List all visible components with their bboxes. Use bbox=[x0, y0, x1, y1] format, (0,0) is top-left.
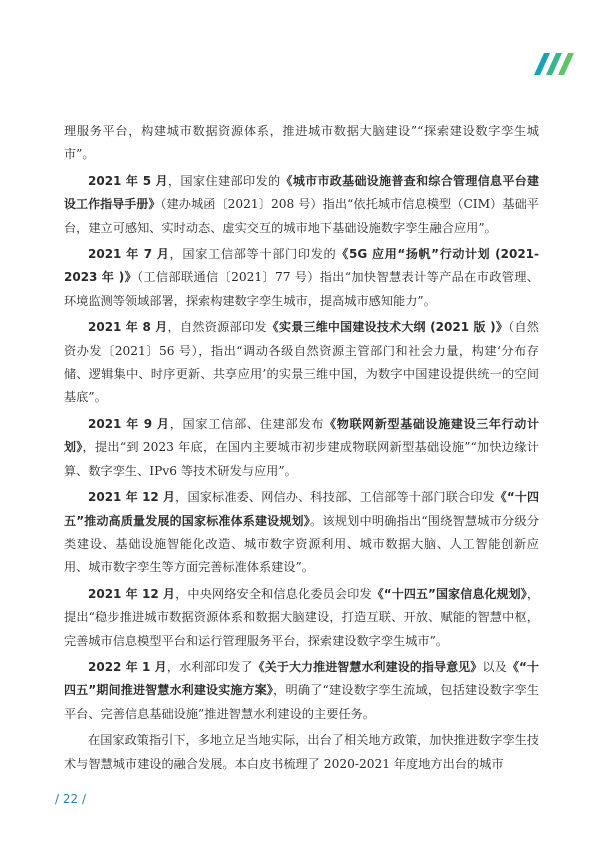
paragraph bbox=[64, 120, 539, 167]
bold-text: 2022 年 1 月 bbox=[88, 659, 167, 674]
bold-text: 《实景三维中国建设技术大纲 (2021 版 )》 bbox=[266, 320, 509, 335]
text: ，明确了“建设数字孪生流域，包括建设数字孪生平台、完善信息基础设施”推进智慧水利建设的主要任务。 bbox=[64, 683, 539, 721]
paragraph bbox=[64, 729, 539, 776]
paragraph bbox=[64, 656, 539, 726]
text: 理服务平台，构建城市数据资源体系，推进城市数据大脑建设”“探索建设数字孪生城市”。 bbox=[64, 124, 539, 162]
bold-text: 《物联网新型基础设施建设三年行动计划》 bbox=[64, 416, 539, 455]
bold-text: 《“十四五”国家信息化规划》 bbox=[371, 586, 527, 601]
decorative-stripes bbox=[530, 53, 600, 75]
bold-text: 2021 年 8 月 bbox=[88, 320, 168, 335]
text: ，自然资源部印发 bbox=[167, 320, 267, 335]
page-number: / 22 / bbox=[55, 792, 86, 806]
text: ，国家标准委、网信办、科技部、工信部等十部门联合印发 bbox=[175, 490, 495, 505]
bold-text: 《5G 应用“扬帆”行动计划 (2021-2023 年 )》 bbox=[64, 247, 539, 285]
text: ，提出“稳步推进城市数据资源体系和数据大脑建设，打造互联、开放、赋能的智慧中枢，完善城市信息模型平台和运行管理服务平台，探索建设数字孪生城市”。 bbox=[64, 586, 540, 648]
text: ，提出“到 2023 年底，在国内主要城市初步建成物联网新型基础设施”“加快边缘计算、数字孪生、IPv6 等技术研发与应用”。 bbox=[64, 440, 539, 478]
text: ，中央网络安全和信息化委员会印发 bbox=[175, 586, 372, 601]
document-body bbox=[64, 120, 539, 779]
text: （建办城函〔2021〕208 号）指出“依托城市信息模型（CIM）基础平台，建立可感知、实时动态、虚实交互的城市地下基础设施数字孪生融合应用”。 bbox=[64, 197, 539, 235]
text: ，国家工信部等十部门印发的 bbox=[169, 247, 337, 262]
bold-text: 2021 年 7 月 bbox=[88, 247, 170, 262]
bold-text: 2021 年 9 月 bbox=[88, 416, 170, 431]
bold-text: 《关于大力推进智慧水利建设的指导意见》 bbox=[252, 659, 483, 674]
text: ，国家住建部印发的 bbox=[167, 173, 281, 188]
paragraph bbox=[64, 583, 539, 653]
paragraph bbox=[64, 316, 539, 410]
text: 以及 bbox=[482, 659, 507, 674]
text: （工信部联通信〔2021〕77 号）指出“加快智慧表计等产品在市政管理、环境监测等领域部署，探索构建数字孪生城市，提高城市感知能力”。 bbox=[64, 270, 539, 308]
text: ，国家工信部、住建部发布 bbox=[169, 416, 325, 431]
paragraph bbox=[64, 170, 539, 240]
bold-text: 2021 年 12 月 bbox=[88, 490, 176, 505]
bold-text: 2021 年 5 月 bbox=[88, 173, 168, 188]
bold-text: 《“十四五”期间推进智慧水利建设实施方案》 bbox=[64, 659, 540, 698]
paragraph bbox=[64, 486, 539, 580]
bold-text: 《城市市政基础设施普查和综合管理信息平台建设工作指导手册》 bbox=[64, 173, 539, 212]
text: （自然资办发〔2021〕56 号），指出“调动各级自然资源主管部门和社会力量，构建‘分布存储、逻辑集中、时序更新、共享应用’的实景三维中国，为数字中国建设提供统一的空间基底”。 bbox=[64, 320, 539, 405]
bold-text: 2021 年 12 月 bbox=[88, 586, 176, 601]
paragraph bbox=[64, 243, 539, 313]
bold-text: 《“十四五”推动高质量发展的国家标准体系建设规划》 bbox=[64, 490, 540, 528]
text: 。该规划中明确指出“围绕智慧城市分级分类建设、基础设施智能化改造、城市数字资源利用、城市数据大脑、人工智能创新应用、城市数字孪生等方面完善标准体系建设”。 bbox=[64, 513, 540, 575]
text: 在国家政策指引下，多地立足当地实际，出台了相关地方政策，加快推进数字孪生技术与智慧城市建设的融合发展。本白皮书梳理了 2020-2021 年度地方出台的城市 bbox=[64, 733, 539, 771]
paragraph bbox=[64, 413, 539, 483]
text: ，水利部印发了 bbox=[166, 659, 253, 674]
